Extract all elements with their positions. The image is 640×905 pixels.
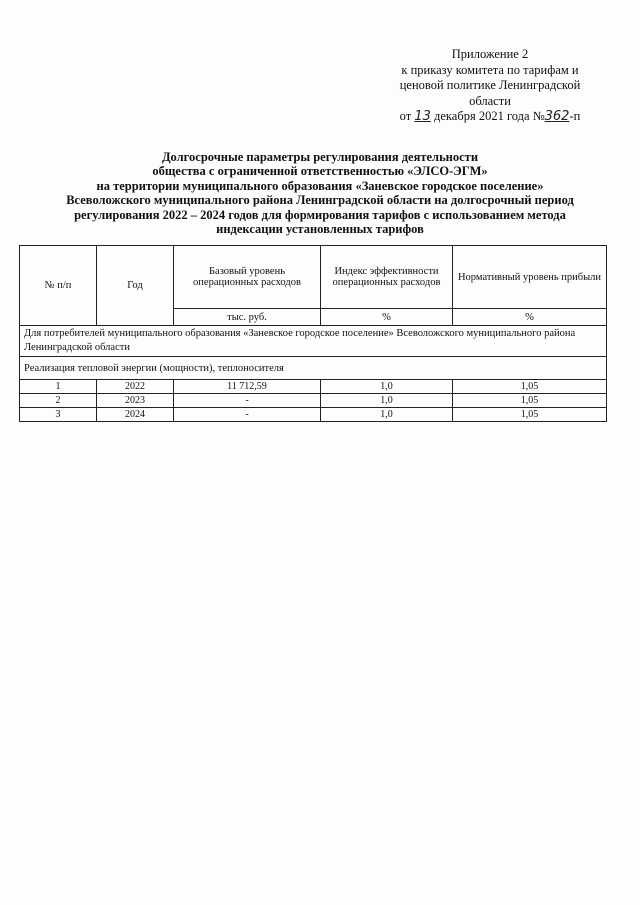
header-base-costs: Базовый уровень операционных расходов — [174, 246, 321, 309]
row-year: 2022 — [97, 380, 174, 394]
unit-base-costs: тыс. руб. — [174, 309, 321, 326]
consumer-group-row — [20, 326, 607, 357]
service-label: Реализация тепловой энергии (мощности), теплоносителя — [20, 357, 607, 380]
row-number: 2 — [20, 394, 97, 408]
unit-efficiency-index: % — [321, 309, 453, 326]
row-efficiency-index: 1,0 — [321, 394, 453, 408]
header-year: Год — [97, 246, 174, 326]
row-efficiency-index: 1,0 — [321, 380, 453, 394]
appendix-title: Приложение 2 — [451, 47, 529, 61]
order-number-handwritten: 362 — [544, 109, 570, 124]
order-day-handwritten: 13 — [414, 109, 431, 124]
row-year: 2024 — [97, 408, 174, 422]
row-number: 3 — [20, 408, 97, 422]
row-profit-level: 1,05 — [453, 408, 607, 422]
header-profit-level: Нормативный уровень прибыли — [453, 246, 607, 309]
header-number: № п/п — [20, 246, 97, 326]
title-line: индексации установленных тарифов — [216, 222, 424, 237]
title-line: Всеволожского муниципального района Ленинградской области на долгосрочный период — [66, 193, 574, 208]
row-number: 1 — [20, 380, 97, 394]
appendix-header — [385, 47, 595, 125]
document-title — [40, 150, 600, 236]
parameters-table — [19, 245, 607, 422]
service-row — [20, 357, 607, 380]
row-base-costs: - — [174, 408, 321, 422]
row-base-costs: - — [174, 394, 321, 408]
table-row — [20, 408, 607, 422]
row-profit-level: 1,05 — [453, 380, 607, 394]
title-line: на территории муниципального образования «Заневское городское поселение» — [96, 178, 544, 193]
table-header-row — [20, 246, 607, 309]
header-efficiency-index: Индекс эффективности операционных расходов — [321, 246, 453, 309]
row-profit-level: 1,05 — [453, 394, 607, 408]
appendix-line: к приказу комитета по тарифам и — [401, 62, 579, 77]
row-year: 2023 — [97, 394, 174, 408]
title-line: регулирования 2022 – 2024 годов для формирования тарифов с использованием метода — [74, 207, 566, 222]
order-reference — [385, 109, 595, 125]
order-number-suffix: -п — [569, 109, 581, 123]
unit-profit-level: % — [453, 309, 607, 326]
title-line: общества с ограниченной ответственностью «ЭЛСО-ЭГМ» — [152, 164, 488, 179]
table-row — [20, 394, 607, 408]
order-date-suffix: декабря 2021 года № — [430, 109, 545, 123]
row-efficiency-index: 1,0 — [321, 408, 453, 422]
title-line: Долгосрочные параметры регулирования деятельности — [161, 150, 479, 164]
order-date-prefix: от — [399, 109, 415, 123]
appendix-line: ценовой политике Ленинградской — [399, 78, 581, 92]
table-row — [20, 380, 607, 394]
appendix-line: области — [469, 93, 511, 108]
consumer-group-label: Для потребителей муниципального образования «Заневское городское поселение» Всеволожского муниципального района Ленинградской области — [20, 326, 607, 357]
row-base-costs: 11 712,59 — [174, 380, 321, 394]
